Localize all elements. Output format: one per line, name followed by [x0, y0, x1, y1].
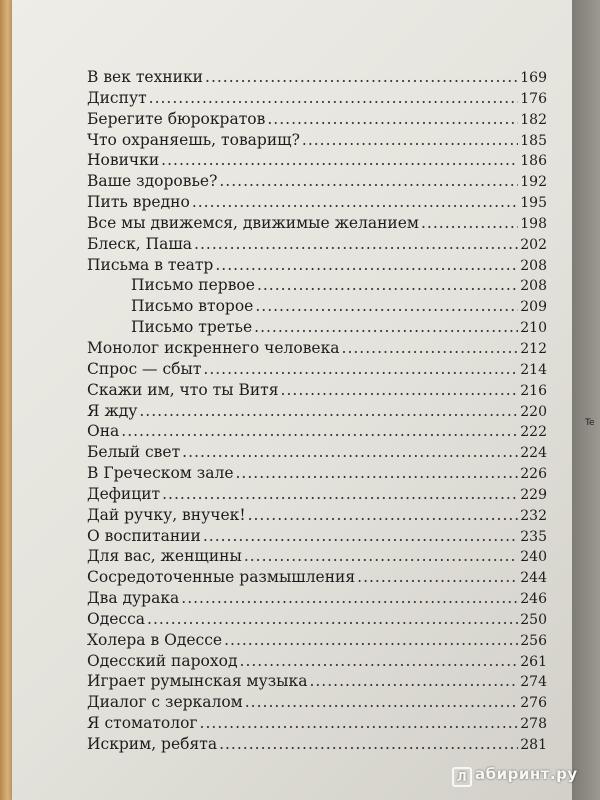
toc-leader-dots: [200, 714, 519, 732]
toc-subentry: [87, 318, 547, 339]
toc-entry-title: В Греческом зале: [87, 464, 234, 483]
toc-entry: [87, 443, 547, 464]
toc-leader-dots: [203, 360, 518, 378]
toc-entry-page-number: 209: [520, 299, 547, 316]
toc-leader-dots: [281, 381, 519, 399]
toc-entry: [87, 256, 547, 277]
toc-entry-page-number: 212: [520, 340, 547, 357]
toc-entry-page-number: 232: [520, 507, 547, 524]
toc-entry-page-number: 214: [520, 361, 547, 378]
toc-entry: [87, 485, 547, 506]
toc-entry-title: Белый свет: [87, 443, 181, 462]
watermark-logo: Л: [452, 767, 472, 787]
toc-entry-page-number: 246: [520, 591, 547, 608]
toc-entry: [87, 714, 547, 735]
toc-leader-dots: [162, 485, 518, 503]
toc-leader-dots: [224, 631, 518, 649]
book-page-edge: [0, 0, 12, 800]
toc-entry-title: Холера в Одессе: [87, 630, 223, 649]
toc-entry-page-number: 202: [520, 236, 547, 253]
toc-leader-dots: [240, 652, 519, 670]
toc-entry: [87, 402, 547, 423]
toc-entry-page-number: 276: [520, 695, 547, 712]
toc-entry: [87, 110, 547, 131]
toc-entry-title: Для вас, женщины: [87, 547, 242, 566]
toc-entry-page-number: 220: [520, 403, 547, 420]
toc-entry-title: Спрос — сбыт: [87, 359, 202, 378]
toc-leader-dots: [244, 547, 518, 565]
toc-subentry: [87, 297, 547, 318]
toc-entry-page-number: 169: [520, 70, 547, 86]
toc-entry: [87, 68, 547, 89]
toc-entry-page-number: 250: [520, 611, 547, 628]
toc-entry: [87, 568, 547, 589]
toc-entry-title: Новички: [87, 151, 160, 170]
toc-entry: [87, 381, 547, 402]
side-note-text: Te: [585, 418, 595, 428]
toc-entry: [87, 589, 547, 610]
toc-entry: [87, 652, 547, 673]
toc-leader-dots: [254, 318, 518, 336]
toc-entry-title: Письма в театр: [87, 255, 214, 274]
toc-entry-title: Диспут: [87, 88, 147, 107]
toc-entry-page-number: 198: [520, 215, 547, 232]
toc-entry: [87, 631, 547, 652]
toc-entry-title: В век техники: [87, 68, 204, 86]
toc-entry-title: Блеск, Паша: [87, 234, 193, 253]
toc-leader-dots: [248, 506, 519, 524]
table-of-contents: [87, 68, 547, 756]
toc-entry: [87, 672, 547, 693]
toc-entry-title: Пить вредно: [87, 193, 190, 212]
toc-leader-dots: [267, 110, 518, 128]
toc-entry-title: Письмо первое: [131, 276, 255, 295]
toc-entry: [87, 547, 547, 568]
toc-leader-dots: [121, 422, 518, 440]
watermark: [452, 765, 578, 787]
toc-leader-dots: [147, 610, 518, 628]
toc-leader-dots: [149, 89, 519, 107]
toc-entry-title: Сосредоточенные размышления: [87, 568, 356, 587]
book-page: [12, 0, 572, 800]
toc-leader-dots: [245, 693, 519, 711]
toc-entry-page-number: 274: [520, 674, 547, 691]
watermark-text: абиринт.ру: [475, 765, 578, 783]
toc-entry: [87, 735, 547, 756]
toc-entry-title: Она: [87, 422, 120, 441]
toc-entry-title: О воспитании: [87, 526, 201, 545]
toc-entry-title: Одесский пароход: [87, 651, 238, 670]
toc-leader-dots: [139, 402, 518, 420]
toc-entry-page-number: 216: [520, 382, 547, 399]
toc-entry-title: Играет румынская музыка: [87, 672, 308, 691]
toc-entry-page-number: 224: [520, 445, 547, 462]
toc-entry-page-number: 192: [520, 174, 547, 191]
adjacent-page-strip: [572, 0, 600, 800]
toc-entry: [87, 339, 547, 360]
toc-entry-page-number: 210: [520, 320, 547, 337]
toc-entry-title: Дай ручку, внучек!: [87, 505, 246, 524]
toc-entry: [87, 610, 547, 631]
toc-leader-dots: [257, 276, 518, 294]
toc-leader-dots: [342, 339, 519, 357]
toc-entry-title: Письмо второе: [131, 297, 254, 316]
toc-entry-page-number: 281: [520, 737, 547, 753]
toc-entry-page-number: 222: [520, 424, 547, 441]
toc-entry-page-number: 176: [520, 90, 547, 107]
toc-entry-page-number: 195: [520, 195, 547, 212]
toc-leader-dots: [309, 672, 518, 690]
toc-entry: [87, 193, 547, 214]
toc-leader-dots: [192, 193, 518, 211]
toc-entry-title: Я жду: [87, 401, 138, 420]
toc-entry-page-number: 256: [520, 632, 547, 649]
toc-entry: [87, 172, 547, 193]
toc-leader-dots: [236, 464, 519, 482]
toc-entry-page-number: 240: [520, 549, 547, 566]
toc-entry-title: Что охраняешь, товарищ?: [87, 130, 300, 149]
toc-entry-title: Ваше здоровье?: [87, 172, 218, 191]
toc-entry-title: Монолог искреннего человека: [87, 338, 340, 357]
toc-entry-page-number: 182: [520, 111, 547, 128]
toc-leader-dots: [215, 256, 518, 274]
toc-entry-page-number: 208: [520, 257, 547, 274]
toc-entry-page-number: 185: [520, 132, 547, 149]
toc-subentry: [87, 276, 547, 297]
toc-entry: [87, 527, 547, 548]
toc-entry-title: Искрим, ребята: [87, 735, 218, 753]
toc-leader-dots: [219, 172, 518, 190]
toc-entry: [87, 693, 547, 714]
toc-entry: [87, 131, 547, 152]
toc-entry: [87, 464, 547, 485]
toc-leader-dots: [205, 68, 518, 86]
toc-leader-dots: [182, 443, 518, 461]
toc-leader-dots: [181, 589, 518, 607]
toc-leader-dots: [194, 235, 518, 253]
toc-entry: [87, 151, 547, 172]
toc-entry: [87, 360, 547, 381]
toc-entry-page-number: 278: [520, 716, 547, 733]
toc-leader-dots: [421, 214, 518, 232]
toc-entry: [87, 235, 547, 256]
toc-entry-title: Все мы движемся, движимые желанием: [87, 213, 419, 232]
toc-entry-page-number: 208: [520, 278, 547, 295]
toc-entry-title: Два дурака: [87, 589, 180, 608]
toc-entry: [87, 422, 547, 443]
toc-entry-page-number: 229: [520, 486, 547, 503]
toc-entry: [87, 506, 547, 527]
toc-entry-title: Скажи им, что ты Витя: [87, 380, 279, 399]
toc-leader-dots: [357, 568, 518, 586]
toc-entry: [87, 214, 547, 235]
toc-leader-dots: [255, 297, 518, 315]
toc-entry-page-number: 244: [520, 570, 547, 587]
toc-leader-dots: [203, 527, 518, 545]
toc-entry-title: Диалог с зеркалом: [87, 693, 243, 712]
toc-entry-page-number: 261: [520, 653, 547, 670]
toc-leader-dots: [302, 131, 518, 149]
toc-entry-title: Дефицит: [87, 484, 161, 503]
toc-entry-page-number: 226: [520, 466, 547, 483]
toc-entry: [87, 89, 547, 110]
toc-entry-page-number: 235: [520, 528, 547, 545]
toc-leader-dots: [219, 735, 518, 753]
toc-entry-title: Одесса: [87, 609, 146, 628]
toc-leader-dots: [161, 151, 518, 169]
toc-entry-title: Я стоматолог: [87, 714, 198, 733]
toc-entry-title: Берегите бюрократов: [87, 109, 266, 128]
toc-entry-page-number: 186: [520, 153, 547, 170]
toc-entry-title: Письмо третье: [131, 318, 253, 337]
